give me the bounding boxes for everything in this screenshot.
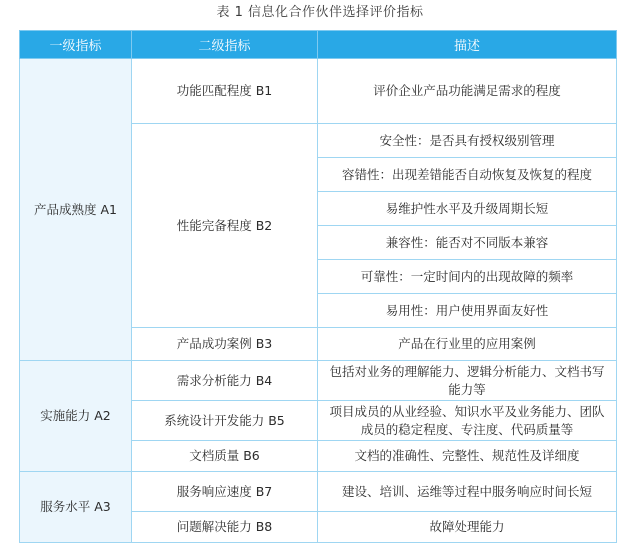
desc-cell: 文档的准确性、完整性、规范性及详细度: [318, 441, 617, 472]
level2-cell-b1: 功能匹配程度 B1: [132, 59, 318, 124]
desc-cell: 容错性：出现差错能否自动恢复及恢复的程度: [318, 158, 617, 192]
header-level2: 二级指标: [132, 31, 318, 59]
level2-cell-b7: 服务响应速度 B7: [132, 472, 318, 512]
level2-cell-b5: 系统设计开发能力 B5: [132, 401, 318, 441]
desc-cell: 包括对业务的理解能力、逻辑分析能力、文档书写能力等: [318, 361, 617, 401]
header-desc: 描述: [318, 31, 617, 59]
desc-cell: 易用性：用户使用界面友好性: [318, 294, 617, 328]
table-row: [20, 59, 617, 124]
desc-cell: 评价企业产品功能满足需求的程度: [318, 59, 617, 124]
level2-cell-b3: 产品成功案例 B3: [132, 328, 318, 361]
desc-cell: 易维护性水平及升级周期长短: [318, 192, 617, 226]
level1-cell-a2: 实施能力 A2: [20, 361, 132, 472]
header-row: [20, 31, 617, 59]
table-caption: 表 1 信息化合作伙伴选择评价指标: [216, 5, 424, 20]
level2-cell-b4: 需求分析能力 B4: [132, 361, 318, 401]
desc-cell: 可靠性：一定时间内的出现故障的频率: [318, 260, 617, 294]
desc-cell: 兼容性：能否对不同版本兼容: [318, 226, 617, 260]
table-row: [20, 472, 617, 512]
desc-cell: 项目成员的从业经验、知识水平及业务能力、团队成员的稳定程度、专注度、代码质量等: [318, 401, 617, 441]
level1-cell-a3: 服务水平 A3: [20, 472, 132, 543]
desc-cell: 安全性：是否具有授权级别管理: [318, 124, 617, 158]
desc-cell: 故障处理能力: [318, 512, 617, 543]
table-row: [20, 361, 617, 401]
desc-cell: 建设、培训、运维等过程中服务响应时间长短: [318, 472, 617, 512]
level1-cell-a1: 产品成熟度 A1: [20, 59, 132, 361]
level2-cell-b6: 文档质量 B6: [132, 441, 318, 472]
level2-cell-b2: 性能完备程度 B2: [132, 124, 318, 328]
desc-cell: 产品在行业里的应用案例: [318, 328, 617, 361]
level2-cell-b8: 问题解决能力 B8: [132, 512, 318, 543]
header-level1: 一级指标: [20, 31, 132, 59]
evaluation-table: [19, 30, 617, 543]
